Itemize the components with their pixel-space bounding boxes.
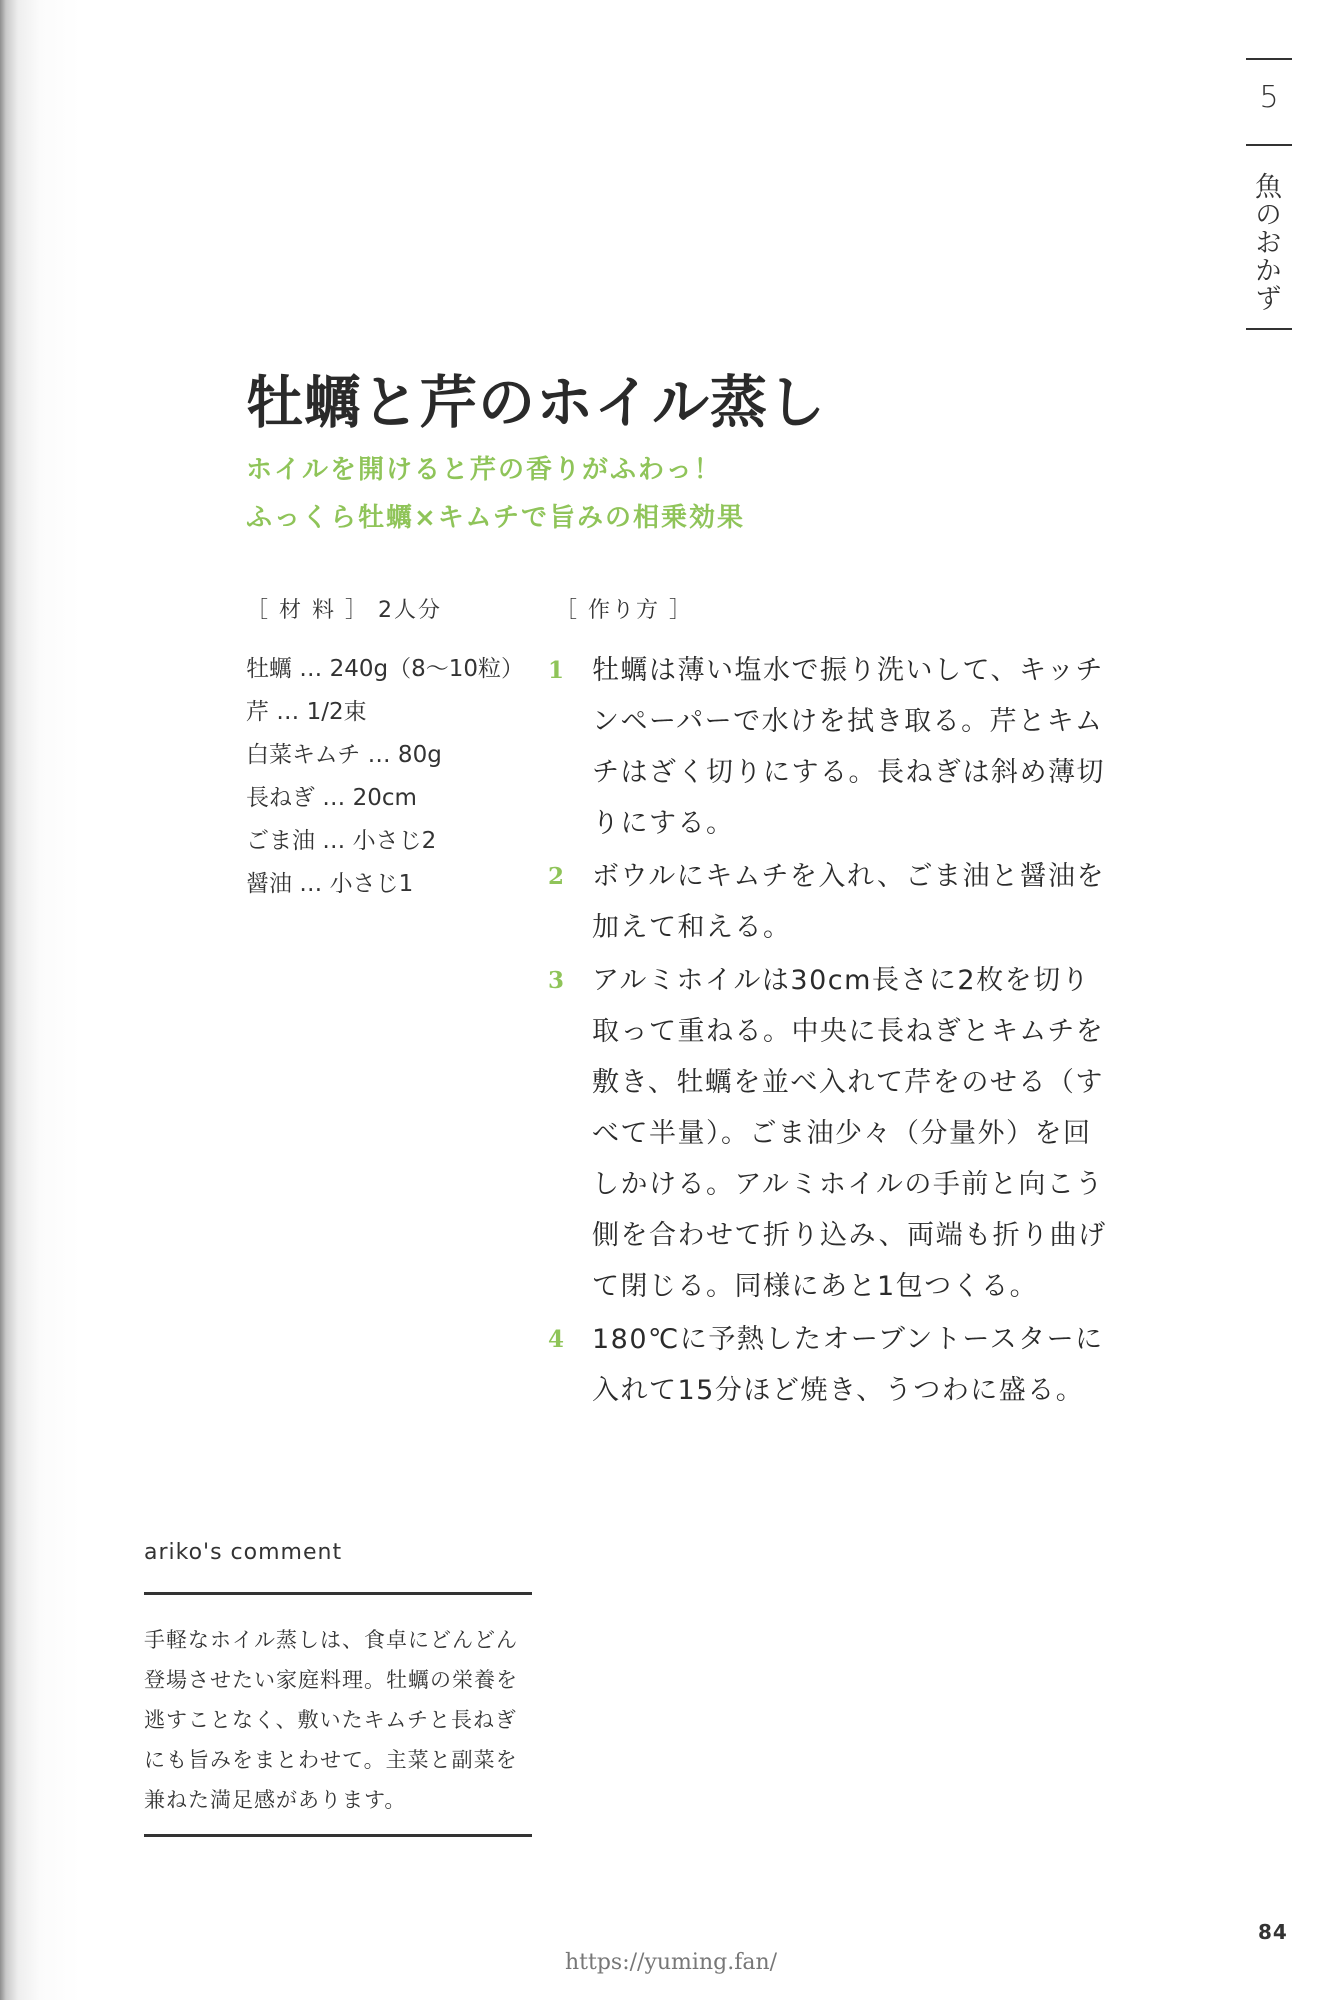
step-number: 4 — [548, 1326, 565, 1353]
step-item — [548, 955, 1108, 1312]
ingredient-item: 白菜キムチ … 80g — [246, 742, 442, 768]
step-text: アルミホイルは30cm長さに2枚を切り取って重ねる。中央に長ねぎとキムチを敷き、牡蠣を並べ入れて芹をのせる（すべて半量）。ごま油少々（分量外）を回しかける。アルミホイルの手前と向こう側を合わせて折り込み、両端も折り曲げて閉じる。同様にあと1包つくる。 — [592, 965, 1107, 1302]
step-number: 3 — [548, 967, 565, 994]
steps-header: ［ 作り方 ］ — [555, 598, 693, 623]
recipe-subtitle — [246, 446, 1146, 542]
subtitle-line-2: ふっくら牡蠣×キムチで旨みの相乗効果 — [246, 503, 746, 533]
comment-label: ariko's comment — [144, 1540, 343, 1565]
comment-text: 手軽なホイル蒸しは、食卓にどんどん登場させたい家庭料理。牡蠣の栄養を逃すことなく、敷いたキムチと長ねぎにも旨みをまとわせて。主菜と副菜を兼ねた満足感があります。 — [144, 1628, 518, 1812]
step-number: 1 — [548, 657, 565, 684]
page-number: 84 — [1258, 1920, 1288, 1944]
ingredients-header: ［ 材 料 ］ 2人分 — [246, 598, 442, 623]
step-text: 180℃に予熱したオーブントースターに入れて15分ほど焼き、うつわに盛る。 — [592, 1324, 1104, 1406]
step-item — [548, 1314, 1108, 1416]
ingredients-list — [246, 648, 526, 906]
chapter-tab-top-rule — [1246, 58, 1292, 60]
subtitle-line-1: ホイルを開けると芹の香りがふわっ！ — [246, 455, 722, 485]
chapter-number: 5 — [1259, 80, 1279, 115]
comment-bottom-rule — [144, 1834, 532, 1837]
step-text: ボウルにキムチを入れ、ごま油と醤油を加えて和える。 — [592, 861, 1105, 943]
step-item — [548, 851, 1108, 953]
step-text: 牡蠣は薄い塩水で振り洗いして、キッチンペーパーで水けを拭き取る。芹とキムチはざく切りにする。長ねぎは斜め薄切りにする。 — [592, 655, 1105, 839]
chapter-title: 魚のおかず — [1250, 172, 1281, 312]
comment-top-rule — [144, 1592, 532, 1595]
step-item — [548, 645, 1108, 849]
chapter-tab-middle-rule — [1246, 144, 1292, 146]
ingredient-item: ごま油 … 小さじ2 — [246, 828, 437, 854]
recipe-title: 牡蠣と芹のホイル蒸し — [246, 370, 826, 436]
ingredient-item: 芹 … 1/2束 — [246, 699, 367, 725]
ingredient-item: 長ねぎ … 20cm — [246, 785, 417, 811]
ingredient-item: 醤油 … 小さじ1 — [246, 871, 414, 897]
steps-list — [548, 645, 1108, 1418]
ingredient-item: 牡蠣 … 240g（8〜10粒） — [246, 656, 525, 682]
chapter-tab-bottom-rule — [1246, 328, 1292, 330]
step-number: 2 — [548, 863, 565, 890]
watermark-url: https://yuming.fan/ — [565, 1950, 778, 1975]
